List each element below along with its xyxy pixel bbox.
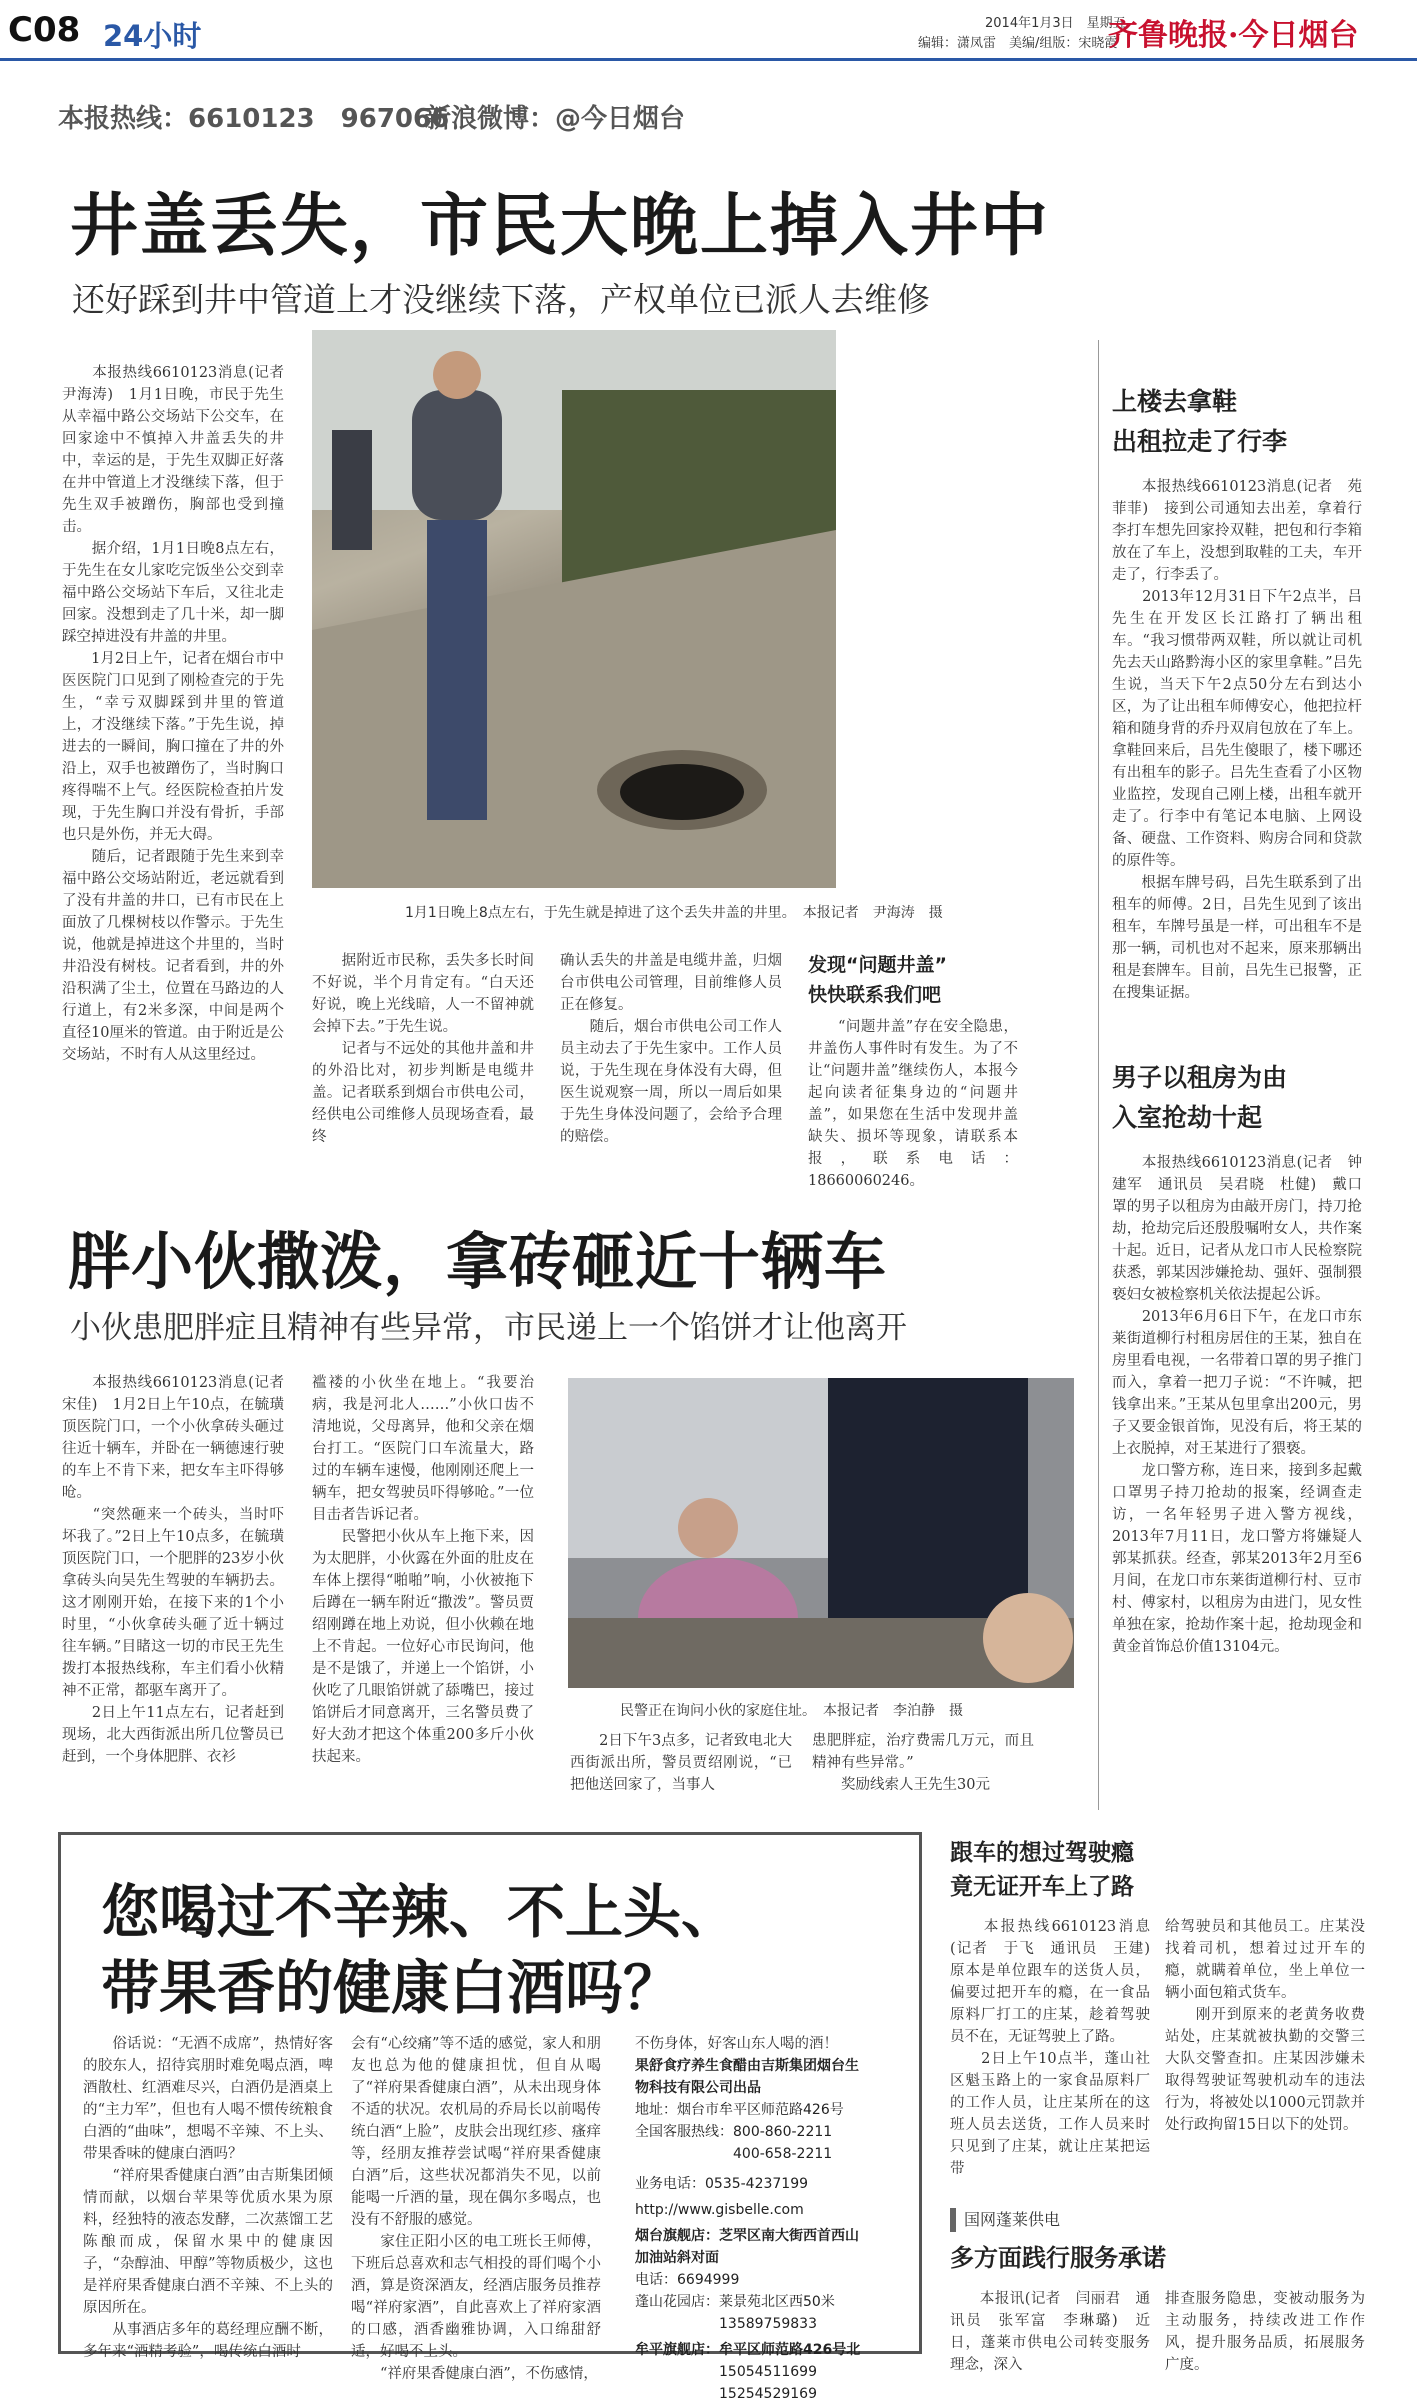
ad-headline-2: 带果香的健康白酒吗？	[101, 1954, 682, 2022]
ad-store2-phone: 13589759833	[719, 2316, 817, 2332]
ad-headline-1: 您喝过不辛辣、不上头、	[101, 1878, 740, 1946]
header-rule	[0, 58, 1417, 61]
story1-photo	[312, 330, 836, 888]
side4-label: 国网蓬莱供电	[950, 2208, 1060, 2232]
ad-intro: 不伤身体，好客山东人喝的酒！	[635, 2036, 838, 2052]
story1-col1: 本报热线6610123消息(记者 尹海涛) 1月1日晚，市民于先生从幸福中路公交场站下公交车，在回家途中不慎掉入井盖丢失的井中，幸运的是，于先生双脚正好落在井中管道上才没继续下落，但于先生双手被蹭伤，胸部也受到撞击。 据介绍，1月1日晚8点左右，于先生在女儿家吃完饭坐公交到幸福中路公交场站下车后，又往北走回家。没想到走了几十米，却一脚踩空掉进没有井盖的井里。 1月2日上午，记者在烟台市中医医院门口见到了刚检查完的于先生，“幸亏双脚踩到井里的管道上，才没继续下落。”于先生说，掉进去的一瞬间，胸口撞在了井的外沿上，双手也被蹭伤了，当时胸口疼得喘不上气。经医院检查拍片发现，于先生胸口并没有骨折，手部也只是外伤，并无大碍。 随后，记者跟随于先生来到幸福中路公交场站附近，老远就看到了没有井盖的井口，已有市民在上面放了几棵树枝以作警示。于先生说，他就是掉进这个井里的，当时井沿没有树枝。记者看到，井的外沿积满了尘土，位置在马路边的人行道上，有2米多深，中间是两个直径10厘米的管道。由于附近是公交场站，不时有人从这里经过。	[62, 365, 284, 1063]
story1-photo-caption: 1月1日晚上8点左右，于先生就是掉进了这个丢失井盖的井里。 本报记者 尹海涛 摄	[405, 905, 943, 921]
side3-col2: 给驾驶员和其他员工。庄某没找着司机，想着过过开车的瘾，就瞒着单位，坐上单位一辆小面包箱式货车。 刚开到原来的老黄务收费站处，庄某就被执勤的交警三大队交警查扣。庄某因涉嫌未取得驾驶证驾驶机动车的违法行为，将被处以1000元罚款并处行政拘留15日以下的处罚。	[1165, 1919, 1365, 2133]
tip-title-2: 快快联系我们吧	[808, 984, 942, 1006]
ad-store2: 蓬山花园店：莱景苑北区西50米	[635, 2294, 835, 2310]
page-header	[0, 0, 1417, 62]
side3-headline-2: 竟无证开车上了路	[950, 1874, 1134, 1900]
story1-headline: 井盖丢失，市民大晚上掉入井中	[70, 187, 1051, 266]
page-code: C08	[8, 10, 81, 50]
ad-store1: 烟台旗舰店：芝罘区南大街西首西山	[635, 2228, 859, 2244]
ad-store3: 牟平旗舰店：牟平区师范路426号北	[635, 2342, 861, 2358]
side2	[1112, 1058, 1372, 1842]
side3-headline-1: 跟车的想过驾驶瘾	[950, 1840, 1134, 1866]
ad-box	[58, 1832, 922, 2402]
ad-store1-b: 加油站斜对面	[635, 2250, 719, 2266]
section-label: 24小时	[103, 19, 202, 53]
story2-headline: 胖小伙撒泼，拿砖砸近十辆车	[68, 1225, 888, 1298]
ad-company-2: 物科技有限公司出品	[635, 2080, 761, 2096]
tip-text: “问题井盖”存在安全隐患，井盖伤人事件时有发生。为了不让“问题井盖”继续伤人，本报今起向读者征集身边的“问题井盖”，如果您在生活中发现井盖缺失、损坏等现象，请联系本报，联系电话：18660060246。	[808, 1019, 1018, 1189]
side3	[950, 1836, 1370, 2177]
weibo-label: 新浪微博：	[425, 104, 556, 134]
side3-col1: 本报热线6610123消息(记者 于飞 通讯员 王建) 原本是单位跟车的送货人员，偏要过把开车的瘾，在一食品原料厂打工的庄某，趁着驾驶员不在，无证驾驶上了路。 2日上午10点半，蓬山社区魁玉路上的一家食品原料厂的工作人员，让庄某所在的这班人员去送货，工作人员来时只见到了庄某，就让庄某把运带	[950, 1919, 1150, 2177]
hotline-label: 本报热线：	[58, 104, 189, 134]
tip-box	[808, 950, 1018, 1250]
masthead: 齐鲁晚报·今日烟台	[1108, 18, 1359, 53]
story2-subhead: 小伙患肥胖症且精神有些异常，市民递上一个馅饼才让他离开	[70, 1310, 907, 1346]
side1	[1112, 382, 1372, 1056]
tip-title-1: 发现“问题井盖”	[808, 954, 947, 976]
ad-website: http://www.gisbelle.com	[635, 2202, 804, 2218]
hotline-bar	[0, 90, 1417, 150]
ad-store3-phone: 15054511699 15254529169	[719, 2364, 831, 2402]
side4-col1: 本报讯(记者 闫丽君 通讯员 张军富 李琳璐) 近日，蓬莱市供电公司转变服务理念，深入	[950, 2291, 1150, 2373]
side2-headline-2: 入室抢劫十起	[1112, 1103, 1263, 1132]
hotline-text	[58, 98, 449, 135]
ad-col2: 会有“心绞痛”等不适的感觉，家人和朋友也总为他的健康担忧，但自从喝了“祥府果香健康白酒”，从未出现身体不适的状况。农机局的乔局长以前喝传统白酒“上脸”，皮肤会出现红疹、瘙痒等，经朋友推荐尝试喝“祥府果香健康白酒”后，这些状况都消失不见，以前能喝一斤酒的量，现在偶尔多喝点，也没有不舒服的感觉。 家住正阳小区的电工班长王师傅，下班后总喜欢和志气相投的哥们喝个小酒，算是资深酒友，经酒店服务员推荐喝“祥府家酒”，自此喜欢上了祥府家酒的口感，酒香幽雅协调，入口绵甜舒适，好喝不上头。 “祥府果香健康白酒”，不伤感情，	[351, 2036, 601, 2382]
weibo-text	[425, 98, 685, 135]
story1-col2: 据附近市民称，丢失多长时间不好说，半个月肯定有。“白天还好说，晚上光线暗，人一不留神就会掉下去。”于先生说。 记者与不远处的其他井盖和井的外沿比对，初步判断是电缆井盖。记者联系到烟台市供电公司，经供电公司维修人员现场查看，最终	[312, 953, 534, 1145]
story2-col1: 本报热线6610123消息(记者 宋佳) 1月2日上午10点，在毓璜顶医院门口，一个小伙拿砖头砸过往近十辆车，并卧在一辆德速行驶的车上不肯下来，把女车主吓得够呛。 “突然砸来一个砖头，当时吓坏我了。”2日上午10点多，在毓璜顶医院门口，一个肥胖的23岁小伙拿砖头向吴先生驾驶的车辆扔去。这才刚刚开始，在接下来的1个小时里，“小伙拿砖头砸了近十辆过往车辆。”目睹这一切的市民王先生拨打本报热线称，车主们看小伙精神不正常，都驱车离开了。 2日上午11点左右，记者赶到现场，北大西街派出所几位警员已赶到，一个身体肥胖、衣衫	[62, 1375, 284, 1765]
police-questioning-illustration	[568, 1378, 1074, 1688]
ad-company-1: 果舒食疗养生食醋由吉斯集团烟台生	[635, 2058, 859, 2074]
side4-headline: 多方面践行服务承诺	[950, 2244, 1166, 2272]
side2-text: 本报热线6610123消息(记者 钟建军 通讯员 吴君晓 杜健) 戴口罩的男子以租房为由敲开房门，持刀抢劫，抢劫完后还殷殷嘱咐女人，共作案十起。近日，记者从龙口市人民检察院获悉，郭某因涉嫌抢劫、强奸、强制猥亵妇女被检察机关依法提起公诉。 2013年6月6日下午，在龙口市东莱街道柳行村租房居住的王某，独自在房里看电视，一名带着口罩的男子推门而入，拿着一把刀子说：“不许喊，把钱拿出来。”王某从包里拿出200元，男子又要金银首饰，见没有后，将王某的上衣脱掉，对王某进行了猥亵。 龙口警方称，连日来，接到多起戴口罩男子持刀抢劫的报案，经调查走访，一名年轻男子进入警方视线，2013年7月11日，龙口警方将嫌疑人郭某抓获。经查，郭某2013年2月至6月间，在龙口市东莱街道柳行村、豆市村、傅家村，以租房为由进门，见女性单独在家，抢劫作案十起，抢劫现金和黄金首饰总价值13104元。	[1112, 1155, 1362, 1655]
story2-col2: 褴褛的小伙坐在地上。“我要治病，我是河北人……”小伙口齿不清地说，父母离异，他和父亲在烟台打工。“医院门口车流量大，路过的车辆车速慢，他刚刚还爬上一辆车，把女驾驶员吓得够呛。”一位目击者告诉记者。 民警把小伙从车上拖下来，因为太肥胖，小伙露在外面的肚皮在车体上摆得“啪啪”响，小伙被拖下后蹲在一辆车附近“撒泼”。警员贾绍刚蹲在地上劝说，但小伙赖在地上不肯起。一位好心市民询问，他是不是饿了，并递上一个馅饼，小伙吃了几眼馅饼就了舔嘴巴，接过馅饼后才同意离开，三名警员费了好大劲才把这个体重200多斤小伙扶起来。	[312, 1375, 534, 1765]
story2-photo-caption: 民警正在询问小伙的家庭住址。 本报记者 李泊静 摄	[620, 1703, 963, 1719]
ad-address: 地址：烟台市牟平区师范路426号	[635, 2102, 844, 2118]
story2-col4: 患肥胖症，治疗费需几万元，而且精神有些异常。” 奖励线索人王先生30元	[812, 1733, 1034, 1793]
side2-headline-1: 男子以租房为由	[1112, 1063, 1288, 1092]
story2-col3: 2日下午3点多，记者致电北大西街派出所，警员贾绍刚说，“已把他送回家了，当事人	[570, 1733, 792, 1793]
editors-line: 编辑：潇凤雷 美编/组版：宋晓霞	[918, 36, 1118, 51]
ad-national-hotline-2: 400-658-2211	[733, 2146, 833, 2162]
ad-col1: 俗话说：“无酒不成席”，热情好客的胶东人，招待宾朋时难免喝点酒，啤酒散杜、红酒难尽兴，白酒仍是酒桌上的“主力军”，但也有人喝不惯传统粮食白酒的“曲味”，想喝不辛辣、不上头、带果香味的健康白酒吗？ “祥府果香健康白酒”由吉斯集团倾情而献，以烟台苹果等优质水果为原料，经独特的液态发酵，二次蒸馏工艺陈酿而成，保留水果中的健康因子，“杂醇油、甲醇”等物质极少，这也是祥府果香健康白酒不辛辣、不上头的原因所在。 从事酒店多年的葛经理应酬不断，多年来“酒精考验”，喝传统白酒时	[83, 2036, 333, 2360]
weibo-handle: @今日烟台	[555, 104, 686, 134]
side1-headline-2: 出租拉走了行李	[1112, 427, 1288, 456]
side4	[950, 2208, 1370, 2373]
side1-text: 本报热线6610123消息(记者 苑菲菲) 接到公司通知去出差，拿着行李打车想先回家拎双鞋，把包和行李箱放在了车上，没想到取鞋的工夫，车开走了，行李丢了。 2013年12月31日下午2点半，吕先生在开发区长江路打了辆出租车。“我习惯带两双鞋，所以就让司机先去天山路黔海小区的家里拿鞋。”吕先生说，当天下午2点50分左右到达小区，为了让出租车师傅安心，他把拉杆箱和随身背的乔丹双肩包放在了车上。拿鞋回来后，吕先生傻眼了，楼下哪还有出租车的影子。吕先生查看了小区物业监控，发现自己刚上楼，出租车就开走了。行李中有笔记本电脑、上网设备、硬盘、工作资料、购房合同和贷款的原件等。 根据车牌号码，吕先生联系到了出租车的师傅。2日，吕先生见到了该出租车，车牌号虽是一样，可出租车不是那一辆，司机也对不起来，原来那辆出租是套牌车。目前，吕先生已报警，正在搜集证据。	[1112, 479, 1362, 1001]
side1-headline-1: 上楼去拿鞋	[1112, 387, 1238, 416]
ad-store1-phone: 电话：6694999	[635, 2272, 740, 2288]
right-column-divider	[1098, 340, 1099, 1810]
date-line: 2014年1月3日 星期五	[985, 16, 1126, 31]
story1-col3: 确认丢失的井盖是电缆井盖，归烟台市供电公司管理，目前维修人员正在修复。 随后，烟台市供电公司工作人员主动去了于先生家中。工作人员说，于先生现在身体没有大碍，但医生说观察一周，所以一周后如果于先生身体没问题了，会给予合理的赔偿。	[560, 953, 782, 1145]
ad-contact	[635, 2033, 915, 2405]
story2-photo	[568, 1378, 1074, 1688]
story1-subhead: 还好踩到井中管道上才没继续下落，产权单位已派人去维修	[72, 280, 930, 319]
side4-col2: 排查服务隐患，变被动服务为主动服务，持续改进工作作风，提升服务品质，拓展服务广度。	[1165, 2291, 1365, 2373]
hotline-numbers: 6610123 967066	[188, 104, 450, 134]
ad-business-phone: 业务电话：0535-4237199	[635, 2176, 809, 2192]
open-manhole-illustration	[312, 330, 836, 888]
ad-national-hotline: 全国客服热线：800-860-2211	[635, 2124, 833, 2140]
